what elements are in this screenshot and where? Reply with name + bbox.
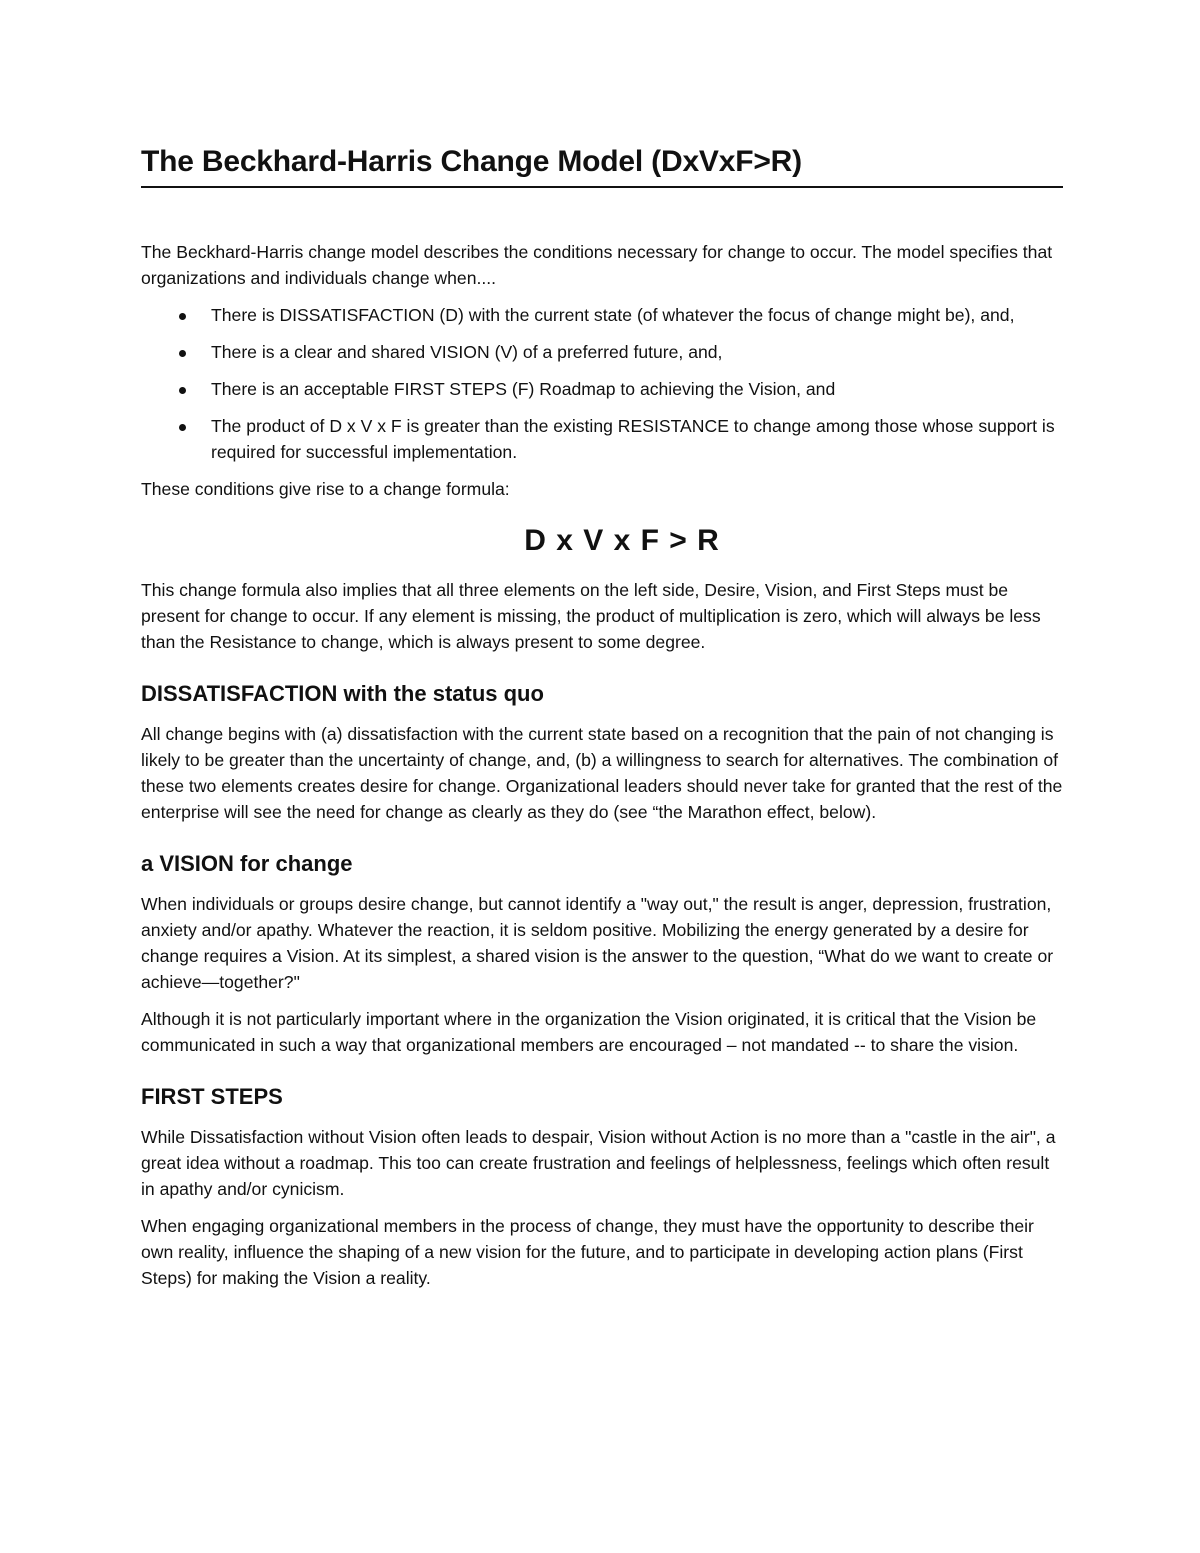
first-steps-paragraph: While Dissatisfaction without Vision often leads to despair, Vision without Action is no more than a "castle in the air", a great idea without a roadmap. This too can create frustration and feelings of helplessness, feelings which often result in apathy and/or cynicism.	[141, 1127, 1056, 1199]
document-page	[141, 140, 1063, 1291]
bullet-icon	[179, 387, 186, 394]
document-title: The Beckhard-Harris Change Model (DxVxF>R)	[141, 140, 1063, 188]
section-heading-first-steps: FIRST STEPS	[141, 1084, 283, 1109]
vision-paragraph: When individuals or groups desire change, but cannot identify a "way out," the result is anger, depression, frustration, anxiety and/or apathy. Whatever the reaction, it is seldom positive. Mobilizing the energy generated by a desire for change requires a Vision. At its simplest, a shared vision is the answer to the question, “What do we want to create or achieve—together?"	[141, 894, 1054, 992]
vision-paragraph: Although it is not particularly important where in the organization the Vision originated, it is critical that the Vision be communicated in such a way that organizational members are encouraged – not mandated -- to share the vision.	[141, 1009, 1037, 1055]
bullet-icon	[179, 350, 186, 357]
section-heading-vision: a VISION for change	[141, 851, 353, 876]
list-item-text: The product of D x V x F is greater than the existing RESISTANCE to change among those whose support is required for successful implementation.	[211, 416, 1055, 462]
change-formula: D x V x F > R	[524, 524, 720, 557]
list-item-text: There is DISSATISFACTION (D) with the current state (of whatever the focus of change might be), and,	[211, 305, 1015, 325]
list-item-text: There is a clear and shared VISION (V) of a preferred future, and,	[211, 342, 723, 362]
list-item	[141, 302, 1063, 328]
list-item	[141, 376, 1063, 402]
list-item	[141, 339, 1063, 365]
list-item-text: There is an acceptable FIRST STEPS (F) Roadmap to achieving the Vision, and	[211, 379, 836, 399]
intro-paragraph: The Beckhard-Harris change model describes the conditions necessary for change to occur. The model specifies that organizations and individuals change when....	[141, 242, 1053, 288]
formula-lead-in: These conditions give rise to a change formula:	[141, 479, 510, 499]
dissatisfaction-paragraph: All change begins with (a) dissatisfaction with the current state based on a recognition that the pain of not changing is likely to be greater than the uncertainty of change, and, (b) a willingness to search for alternatives. The combination of these two elements creates desire for change. Organizational leaders should never take for granted that the rest of the enterprise will see the need for change as clearly as they do (see “the Marathon effect, below).	[141, 724, 1063, 822]
formula-explanation: This change formula also implies that all three elements on the left side, Desire, Vision, and First Steps must be present for change to occur. If any element is missing, the product of multiplication is zero, which will always be less than the Resistance to change, which is always present to some degree.	[141, 580, 1041, 652]
first-steps-paragraph: When engaging organizational members in the process of change, they must have the opportunity to describe their own reality, influence the shaping of a new vision for the future, and to participate in developing action plans (First Steps) for making the Vision a reality.	[141, 1216, 1034, 1288]
bullet-icon	[179, 313, 186, 320]
bullet-icon	[179, 424, 186, 431]
conditions-list	[141, 302, 1063, 465]
list-item	[141, 413, 1063, 465]
section-heading-dissatisfaction: DISSATISFACTION with the status quo	[141, 681, 544, 706]
